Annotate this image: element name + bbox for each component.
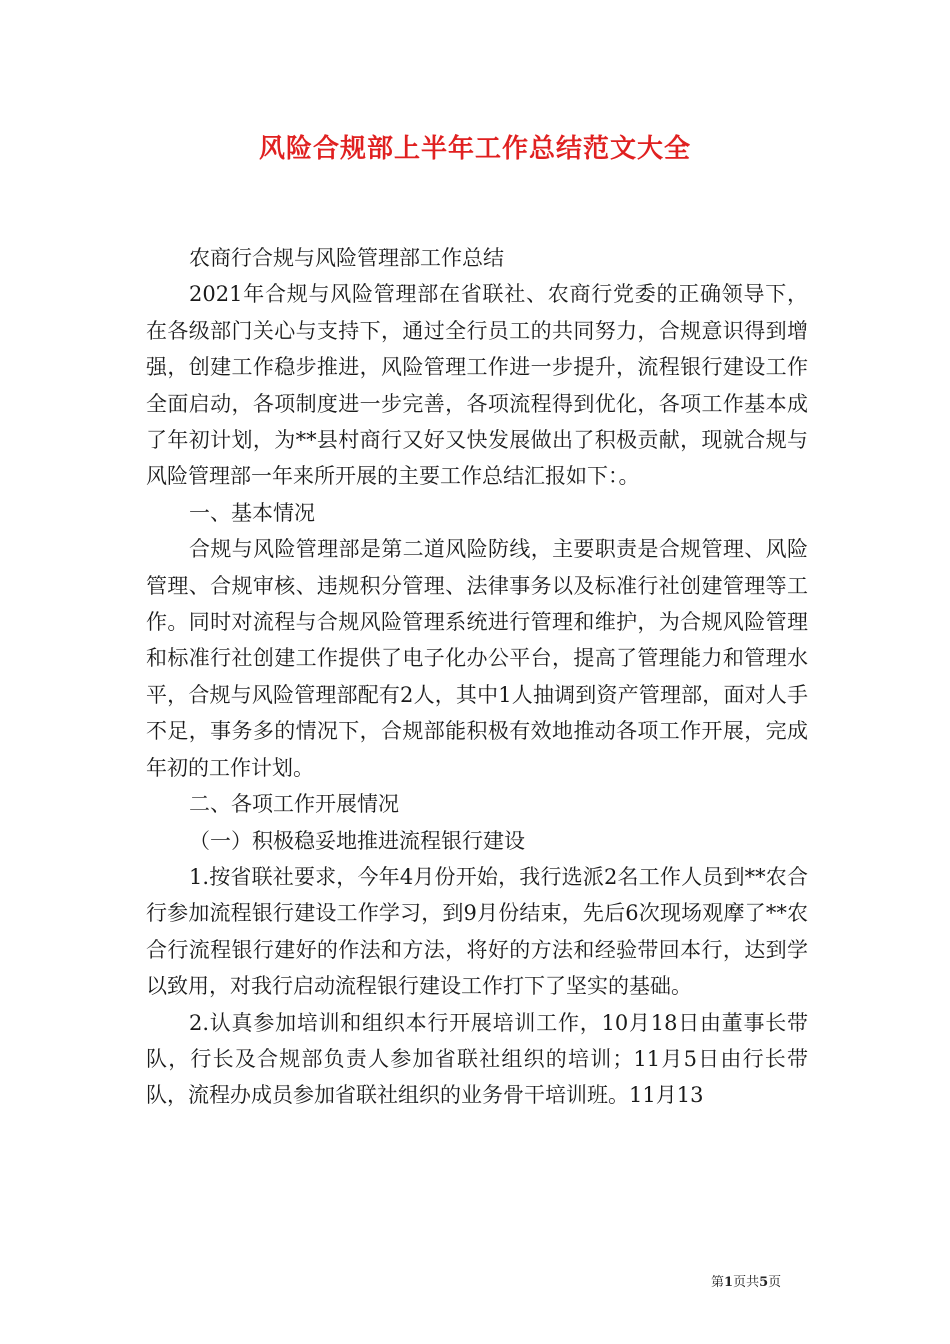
section-subtitle: 农商行合规与风险管理部工作总结 bbox=[189, 246, 504, 270]
paragraph-item-1: 1.按省联社要求，今年4月份开始，我行选派2名工作人员到**农合行参加流程银行建设工作学习，到9月份结束，先后6次现场观摩了**农合行流程银行建好的作法和方法，将好的方法和经验带回本行，达到学以致用，对我行启动流程银行建设工作打下了坚实的基础。 bbox=[146, 864, 808, 999]
paragraph-intro: 2021年合规与风险管理部在省联社、农商行党委的正确领导下，在各级部门关心与支持下，通过全行员工的共同努力，合规意识得到增强，创建工作稳步推进，风险管理工作进一步提升，流程银行建设工作全面启动，各项制度进一步完善，各项流程得到优化，各项工作基本成了年初计划，为**县村商行又好又快发展做出了积极贡献，现就合规与风险管理部一年来所开展的主要工作总结汇报如下：。 bbox=[146, 282, 808, 489]
subheading-process-bank: （一）积极稳妥地推进流程银行建设 bbox=[189, 828, 525, 853]
heading-basic-situation: 一、基本情况 bbox=[189, 500, 315, 525]
footer-suffix: 页 bbox=[768, 1275, 782, 1290]
document-title: 风险合规部上半年工作总结范文大全 bbox=[258, 134, 691, 164]
footer-current-page: 1 bbox=[724, 1275, 734, 1290]
footer-middle: 页共 bbox=[733, 1275, 760, 1290]
document-body bbox=[146, 240, 808, 1114]
paragraph-basic-situation: 合规与风险管理部是第二道风险防线，主要职责是合规管理、风险管理、合规审核、违规积分管理、法律事务以及标准行社创建管理等工作。同时对流程与合规风险管理系统进行管理和维护，为合规风险管理和标准行社创建工作提供了电子化办公平台，提高了管理能力和管理水平，合规与风险管理部配有2人，其中1人抽调到资产管理部，面对人手不足，事务多的情况下，合规部能积极有效地推动各项工作开展，完成年初的工作计划。 bbox=[146, 537, 808, 780]
page-number-footer bbox=[711, 1275, 781, 1291]
footer-total-pages: 5 bbox=[759, 1275, 769, 1290]
paragraph-item-2: 2.认真参加培训和组织本行开展培训工作，10月18日由董事长带队，行长及合规部负责人参加省联社组织的培训；11月5日由行长带队，流程办成员参加省联社组织的业务骨干培训班。11月13 bbox=[146, 1010, 808, 1108]
footer-prefix: 第 bbox=[711, 1275, 725, 1290]
heading-work-progress: 二、各项工作开展情况 bbox=[189, 792, 399, 817]
